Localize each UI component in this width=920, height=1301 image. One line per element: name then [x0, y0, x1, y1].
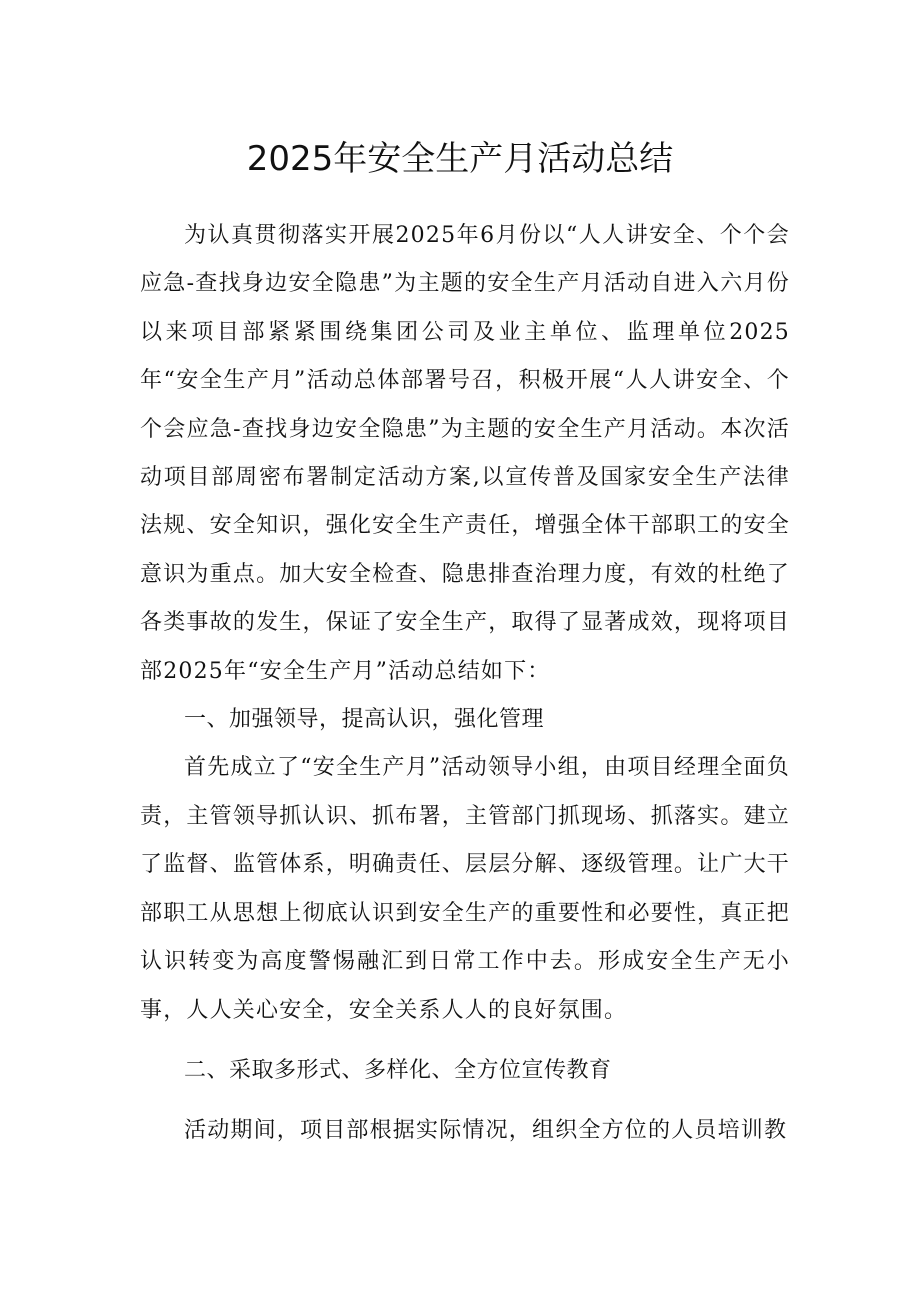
section-1-paragraph: 首先成立了“安全生产月”活动领导小组，由项目经理全面负责，主管领导抓认识、抓布署，主管部门抓现场、抓落实。建立了监督、监管体系，明确责任、层层分解、逐级管理。让广大干部职工从思想上彻底认识到安全生产的重要性和必要性，真正把认识转变为高度警惕融汇到日常工作中去。形成安全生产无小事，人人关心安全，安全关系人人的良好氛围。 — [140, 755, 790, 1023]
section-heading-1: 一、加强领导，提高认识，强化管理 — [184, 707, 545, 733]
section-heading-2: 二、采取多形式、多样化、全方位宣传教育 — [184, 1057, 612, 1083]
document-body — [140, 212, 790, 1156]
intro-paragraph: 为认真贯彻落实开展2025年6月份以“人人讲安全、个个会应急-查找身边安全隐患”为主题的安全生产月活动自进入六月份以来项目部紧紧围绕集团公司及业主单位、监理单位2025年“安全生产月”活动总体部署号召，积极开展“人人讲安全、个个会应急-查找身边安全隐患”为主题的安全生产月活动。本次活动项目部周密布署制定活动方案,以宣传普及国家安全生产法律法规、安全知识，强化安全生产责任，增强全体干部职工的安全意识为重点。加大安全检查、隐患排查治理力度，有效的杜绝了各类事故的发生，保证了安全生产，取得了显著成效，现将项目部2025年“安全生产月”活动总结如下： — [140, 223, 790, 684]
section-2-paragraph: 活动期间，项目部根据实际情况，组织全方位的人员培训教 — [184, 1118, 788, 1144]
document-title: 2025年安全生产月活动总结 — [246, 139, 674, 179]
section-spacer — [140, 1095, 790, 1107]
section-spacer — [140, 1035, 790, 1047]
